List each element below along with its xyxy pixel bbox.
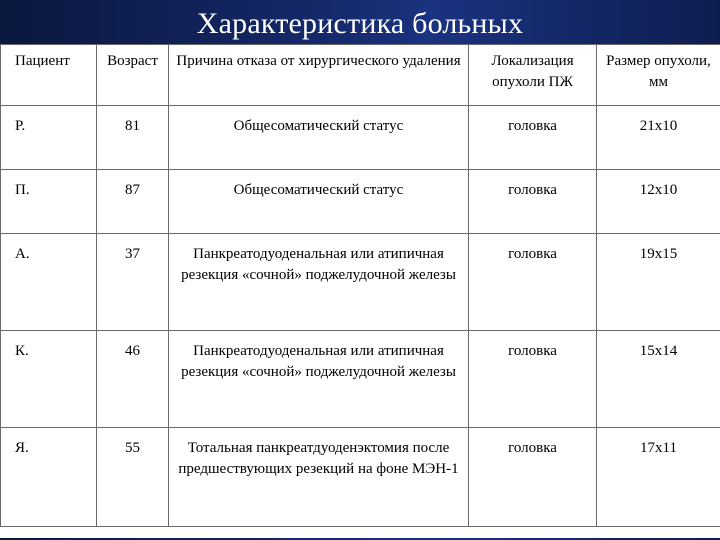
cell-reason: Тотальная панкреатдуоденэктомия после предшествующих резекций на фоне МЭН-1 xyxy=(169,428,469,527)
header-patient: Пациент xyxy=(1,45,97,106)
cell-age: 46 xyxy=(97,331,169,428)
header-reason: Причина отказа от хирургического удаления xyxy=(169,45,469,106)
cell-size: 19x15 xyxy=(597,234,720,331)
cell-size: 21x10 xyxy=(597,106,720,170)
cell-size: 15x14 xyxy=(597,331,720,428)
table-row xyxy=(1,428,720,527)
cell-reason: Общесоматический статус xyxy=(169,106,469,170)
table-row xyxy=(1,106,720,170)
cell-size: 12x10 xyxy=(597,170,720,234)
cell-age: 81 xyxy=(97,106,169,170)
cell-location: головка xyxy=(469,331,597,428)
header-location: Локализация опухоли ПЖ xyxy=(469,45,597,106)
cell-age: 37 xyxy=(97,234,169,331)
cell-location: головка xyxy=(469,234,597,331)
table-row xyxy=(1,331,720,428)
cell-patient: Р. xyxy=(1,106,97,170)
patients-table-container xyxy=(0,44,720,538)
cell-age: 87 xyxy=(97,170,169,234)
cell-age: 55 xyxy=(97,428,169,527)
cell-reason: Общесоматический статус xyxy=(169,170,469,234)
header-age: Возраст xyxy=(97,45,169,106)
cell-patient: А. xyxy=(1,234,97,331)
patients-table xyxy=(0,44,720,527)
table-row xyxy=(1,234,720,331)
cell-patient: Я. xyxy=(1,428,97,527)
cell-size: 17x11 xyxy=(597,428,720,527)
cell-location: головка xyxy=(469,428,597,527)
cell-location: головка xyxy=(469,106,597,170)
slide-title: Характеристика больных xyxy=(196,7,524,40)
cell-patient: П. xyxy=(1,170,97,234)
cell-reason: Панкреатодуоденальная или атипичная резекция «сочной» поджелудочной железы xyxy=(169,234,469,331)
header-size: Размер опухоли, мм xyxy=(597,45,720,106)
cell-patient: К. xyxy=(1,331,97,428)
table-row xyxy=(1,170,720,234)
cell-location: головка xyxy=(469,170,597,234)
cell-reason: Панкреатодуоденальная или атипичная резекция «сочной» поджелудочной железы xyxy=(169,331,469,428)
table-header-row xyxy=(1,45,720,106)
